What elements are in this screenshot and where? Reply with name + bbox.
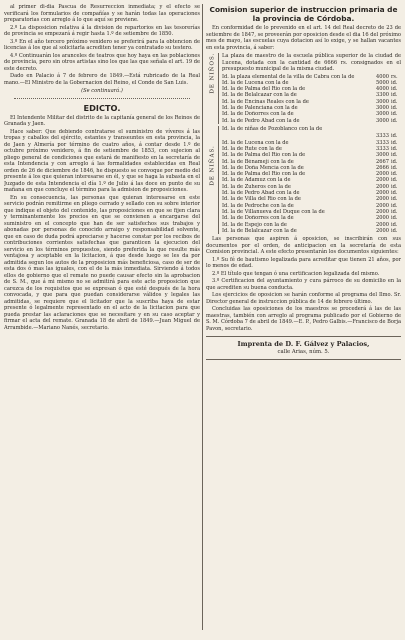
row-unit: id.	[391, 92, 398, 99]
row-label: Id. la de Palma del Rio con la de	[222, 86, 306, 93]
row-unit: id.	[391, 164, 398, 171]
row-unit: id.	[391, 183, 398, 190]
comision-paragraph: 2.º El título que tengan ó una certificacion legalizada del mismo.	[212, 270, 380, 277]
left-column	[4, 4, 200, 632]
row-label: Id. la de Doña Mencía con la de	[222, 164, 304, 171]
imprenta-name: Imprenta de D. F. Gálvez y Palacios,	[237, 340, 370, 349]
row-label: Id. la de Lucena con la de	[222, 79, 289, 86]
edicto-paragraph: El Intendente Militar del distrito de la capitanía general de los Reinos de Granada y Jaen.	[4, 114, 200, 127]
row-label: Id. la de Espejo con la de	[222, 221, 287, 228]
row-label: Id. la de Zuheros con la de	[222, 183, 291, 190]
row-unit: id.	[391, 145, 398, 152]
row-label: Id. la plaza elemental de la villa de Cabra con la de	[222, 73, 355, 80]
row-amount: 2666	[376, 164, 389, 171]
row-unit: id.	[391, 86, 398, 93]
row-unit: id.	[391, 117, 398, 124]
row-unit: id.	[391, 98, 398, 105]
row-amount: 2000	[376, 208, 389, 215]
row-unit: id.	[391, 104, 398, 111]
row-label: Id. la de Belalcazar con la de	[222, 227, 297, 234]
row-amount: 2000	[376, 221, 389, 228]
continuara-note: (Se continuará.)	[81, 88, 123, 94]
row-label: Id. la de Palma del Rio con la de	[222, 152, 306, 159]
row-unit: id.	[391, 177, 398, 184]
row-label: Id. la de Rute con la de	[222, 145, 282, 152]
intro-paragraph: 2.º La disposicion relativa á la division de repartorios en las tesorerías de provincia se empezará á regir hasta 1.º de setiembre de 1850.	[4, 24, 200, 37]
row-amount: 4000	[376, 86, 389, 93]
row-amount: 3000	[376, 152, 389, 159]
row-amount: 3333	[376, 133, 389, 140]
comision-title: Comision superior de instruccion primaria de la provincia de Córdoba.	[209, 5, 398, 23]
imprenta-footer	[206, 336, 401, 360]
row-amount: 3000	[376, 111, 389, 118]
row-amount: 2000	[376, 171, 389, 178]
row-amount: 3300	[376, 92, 389, 99]
comision-paragraph: 1.º Su fé de bautismo legalizada para acreditar que tienen 21 años, por lo menos de edad.	[206, 256, 401, 270]
row-label: Id. la de Doñorres con la de	[222, 215, 294, 222]
edicto-title: EDICTO.	[83, 102, 121, 113]
edicto-paragraph: En su consecuencia, las personas que quieran interesarse en este servicio podrán remitirme en pliego cerrado y sellado con su sobre interior que indique el objeto del contenido, las proposiciones en que se fijen clara y terminantemente los precios en que se convienen a encargarse del suministro en el concepto que han de ser satisfechos sus trabajos y abonadas por personas de conocido arraigo y responsabilidad solvente, que en caso de duda podrá apreciarse y hacerse constar por los recibos de contribuciones corrientes satisfechas que garanticen la ejecucion del servicio en los términos propuestos, siendo preferida la que resulte más ventajosa y aceptable en la licitacion, á que desde luego se les da por admitida segun los autos de la proposicion más beneficiosa, caso de ser de esta dos ó mas las iguales, con el de la más inmediata. Sirviendo á todos ellos de gobierno que el remate no puede causar efecto sin la aprobacion de S. M., que á mi mismo no se admitirá para este acto proposicion que carezca de los requisitos que se expresan ó que esté después de la hora convocada, y que para que puedan considerarse válidos y legales las admitidas, se requiere que el licitador que la suscriba haya de estar presente ó legalmente representado en el acto de la licitacion para que pueda prestar las aclaraciones que se necesitare y en su caso aceptar y firmar el acta del remate. Granada 18 de abril de 1849.—Juan Miguel de Arrambide.—Mariano Nanés, secretario.	[4, 194, 200, 331]
row-label: Id. la de Pedro Abad con la de	[222, 117, 300, 124]
row-label: Id. la de Bénamejí con la de	[222, 158, 294, 165]
ninos-side-label: DE NIÑOS.	[206, 53, 219, 124]
row-unit: id.	[391, 202, 398, 209]
ninas-side-label: DE NIÑAS.	[206, 126, 219, 234]
right-column	[206, 4, 401, 632]
table-row	[206, 228, 401, 234]
row-unit: id.	[391, 215, 398, 222]
table-row	[206, 118, 401, 124]
row-unit: id.	[391, 111, 398, 118]
row-amount: 2000	[376, 215, 389, 222]
comision-paragraph: Los ejercicios de oposicion se harán conforme al programa del Ilmo. Sr. Director general de instruccion pública de 14 de febrero último.	[206, 292, 401, 305]
row-amount: 2000	[376, 177, 389, 184]
row-unit: id.	[391, 196, 398, 203]
row-amount: 2000	[376, 190, 389, 197]
row-unit: id.	[391, 208, 398, 215]
intro-paragraph: 4.º Continuarán los aranceles de teatros que hoy haya en las poblaciones de provincia, pero sin otros artistas sino los que las que señala el art. 19 de este decreto.	[4, 52, 200, 72]
row-unit: id.	[391, 139, 398, 146]
ninas-table	[206, 126, 401, 234]
comision-paragraph: 3.º Certificacion del ayuntamiento y cura párroco de su domicilio en la que acrediten su buena conducta.	[206, 278, 401, 291]
column-divider	[202, 4, 203, 630]
row-amount: 3000	[376, 98, 389, 105]
ninos-table	[206, 53, 401, 124]
row-label: Id. la de Doñorres con la de	[222, 111, 294, 118]
ninos-header: La plaza de maestro de la escuela pública superior de la ciudad de Lucena, dotada con la cantidad de 6666 rs. consignados en el presupuesto municipal de la misma ciudad.	[222, 53, 401, 72]
row-amount: 4000	[376, 73, 389, 80]
comision-intro: En conformidad de lo prevenido en el art. 14 del Real decreto de 23 de setiembre de 1847, se proveerán por oposicion desde el dia 16 del próximo mes de mayo, las escuelas cuya dotacion así lo exige, y se hallan vacantes en esta provincia, á saber:	[206, 25, 401, 51]
row-amount: 2667	[376, 158, 389, 165]
ninas-header: Id. la de niñas de Pozoblanco con la de	[222, 125, 323, 132]
comision-paragraph: Las personas que aspiren á oposicion, se inscribirán con sus documentos por el orden, de anticipacion en la secretaría de esta Comision provincial. A este efecto presentarán los documentos siguientes:	[206, 236, 401, 256]
row-amount: 3000	[376, 104, 389, 111]
row-amount: 2000	[376, 196, 389, 203]
row-label: Id. la de Palma del Rio con la de	[222, 171, 306, 178]
row-unit: id.	[391, 227, 398, 234]
row-amount: 2000	[376, 202, 389, 209]
row-amount: 3000	[376, 117, 389, 124]
row-unit: id.	[391, 133, 398, 140]
row-unit: rs.	[391, 73, 398, 80]
row-label: Id. la de Lucena con la de	[222, 139, 289, 146]
row-label: Id. la de Pedroche con la de	[222, 202, 294, 209]
section-divider	[14, 98, 190, 99]
intro-paragraph: Dado en Palacio á 7 de febrero de 1849.—Está rubricado de la Real mano.—El Ministro de la Gobernacion del Reino, el Conde de San Luis.	[4, 73, 200, 86]
row-unit: id.	[391, 152, 398, 159]
row-amount: 2000	[376, 183, 389, 190]
row-unit: id.	[391, 79, 398, 86]
row-label: Id. la de Villa del Rio con la de	[222, 196, 301, 203]
imprenta-address: calle Arias, núm. 5.	[277, 349, 330, 356]
intro-paragraph: al primer di-dia Pascua de Resurreccion inmediata; y el efecto se verificará los formularios de compañías y se harán todas las operaciones preparatorias con arreglo á lo que aquí se previene.	[4, 4, 200, 23]
intro-paragraph: 3.º En el año tercero próximo venidero se preferirá para la obtencion de licencias á los que al solicitarla acrediten tener ya contratado su testero.	[4, 38, 200, 51]
comision-paragraph: Concluidas las oposiciones de los maestros se procederá á las de las maestras, también con arreglo al programa publicado por el Gobierno de S. M. Córdoba 7 de abril de 1849.—E. P., Pedro Galbis.—Francisco de Borja Pavon, secretario.	[206, 306, 401, 332]
row-amount: 2000	[376, 227, 389, 234]
row-amount: 5000	[376, 79, 389, 86]
row-label: Id. la de Encinas Reales con la de	[222, 98, 309, 105]
row-label: Id. la de Villanueva del Duque con la de	[222, 208, 325, 215]
edicto-paragraph: Hace saber: Que debiendo contratarse el suministro de víveres á las tropas y caballos del ejército, estantes y transeuntes en esta provincia, la de Jaen y Almería por término de cuatro años, á contar desde 1.º de octubre próximo venidero, á fin de setiembre de 1853, con sujecion al pliego general de condiciones que estará de manifiesto en la secretaría de esta Intendencia y con arreglo á las formalidades establecidas en Real orden de 26 de diciembre de 1846, he dispuesto se convoque por medio del presente á los que quieran interesarse en él, y que se haga la subasta en el Juzgado de esta Intendencia el día 1.º de Julio á las doce en punto de su mañana en que concluye el término para la admision de proposiciones.	[4, 128, 200, 193]
row-unit: id.	[391, 221, 398, 228]
row-label: Id. la de Palenciana con la de	[222, 104, 298, 111]
row-label: Id. la de Pedro Abad con la de	[222, 190, 300, 197]
row-amount: 3333	[376, 139, 389, 146]
row-unit: id.	[391, 190, 398, 197]
row-unit: id.	[391, 171, 398, 178]
row-label: Id. la de Belalcazar con la de	[222, 92, 297, 99]
row-unit: id.	[391, 158, 398, 165]
row-label: Id. la de Adamuz con la de	[222, 177, 291, 184]
row-amount: 3333	[376, 145, 389, 152]
